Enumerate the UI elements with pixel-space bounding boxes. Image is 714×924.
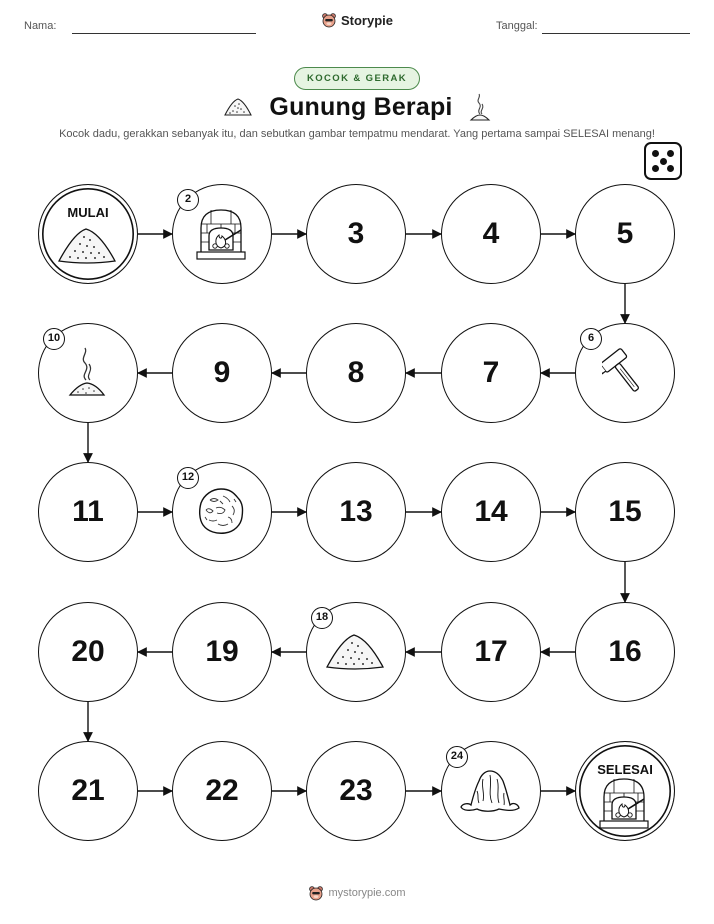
- board-cell-10: [38, 323, 138, 423]
- cell-number: 13: [339, 495, 373, 528]
- cell-number: 3: [347, 217, 365, 250]
- board-cell-3: [306, 184, 406, 284]
- cell-number: 21: [71, 774, 105, 807]
- cell-number-badge: 24: [446, 746, 468, 768]
- category-badge: KOCOK & GERAK: [294, 67, 420, 90]
- cell-number: 17: [474, 635, 508, 668]
- forge-fire-icon: [195, 206, 247, 265]
- cell-number-badge: 12: [177, 467, 199, 489]
- board-cell-23: [306, 741, 406, 841]
- board-cell-9: [172, 323, 272, 423]
- cell-number-badge: 6: [580, 328, 602, 350]
- cell-number: 4: [482, 217, 500, 250]
- cell-number: 20: [71, 635, 105, 668]
- ash-pile-icon: [324, 631, 386, 676]
- cell-number-badge: 10: [43, 328, 65, 350]
- ash-pile-icon: [56, 225, 118, 270]
- board-cell-16: [575, 602, 675, 702]
- footer-url[interactable]: mystorypie.com: [328, 887, 406, 899]
- date-label: Tanggal:: [496, 20, 538, 32]
- lava-flow-icon: [459, 767, 521, 818]
- board-cell-5: [575, 184, 675, 284]
- cell-number-badge: 2: [177, 189, 199, 211]
- cell-number: 5: [616, 217, 634, 250]
- start-cell: [38, 184, 138, 284]
- board-cell-22: [172, 741, 272, 841]
- board-cell-15: [575, 462, 675, 562]
- board-cell-11: [38, 462, 138, 562]
- brand-name: Storypie: [340, 12, 393, 28]
- board-cell-2: [172, 184, 272, 284]
- board-cell-21: [38, 741, 138, 841]
- mascot-icon: [308, 885, 324, 901]
- finish-label: SELESAI: [597, 762, 653, 777]
- board-cell-6: [575, 323, 675, 423]
- board-cell-12: [172, 462, 272, 562]
- board-cell-19: [172, 602, 272, 702]
- board-cell-8: [306, 323, 406, 423]
- cell-number: 19: [205, 635, 239, 668]
- board-cell-13: [306, 462, 406, 562]
- board-cell-18: [306, 602, 406, 702]
- board-cell-14: [441, 462, 541, 562]
- board-cell-20: [38, 602, 138, 702]
- board-cell-24: [441, 741, 541, 841]
- cell-number: 14: [474, 495, 508, 528]
- cell-number: 22: [205, 774, 239, 807]
- finish-cell: [575, 741, 675, 841]
- cell-number-badge: 18: [311, 607, 333, 629]
- board-cell-4: [441, 184, 541, 284]
- cell-number: 11: [72, 495, 104, 528]
- hammer-icon: [602, 345, 646, 404]
- cell-number: 23: [339, 774, 373, 807]
- footer: [0, 885, 714, 901]
- board-cell-7: [441, 323, 541, 423]
- forge-fire-icon: [598, 775, 650, 834]
- cell-number: 16: [608, 635, 642, 668]
- board-cell-17: [441, 602, 541, 702]
- cell-number: 7: [482, 356, 500, 389]
- cell-number: 9: [213, 356, 231, 389]
- name-label: Nama:: [24, 20, 57, 32]
- smoking-ash-icon: [67, 346, 107, 403]
- start-label: MULAI: [67, 205, 109, 220]
- page-title: Gunung Berapi: [269, 92, 453, 121]
- cell-number: 15: [608, 495, 642, 528]
- volcanic-rock-icon: [196, 486, 246, 541]
- instructions: Kocok dadu, gerakkan sebanyak itu, dan sebutkan gambar tempatmu mendarat. Yang pertama sampai SELESAI menang!: [59, 128, 655, 140]
- cell-number: 8: [347, 356, 365, 389]
